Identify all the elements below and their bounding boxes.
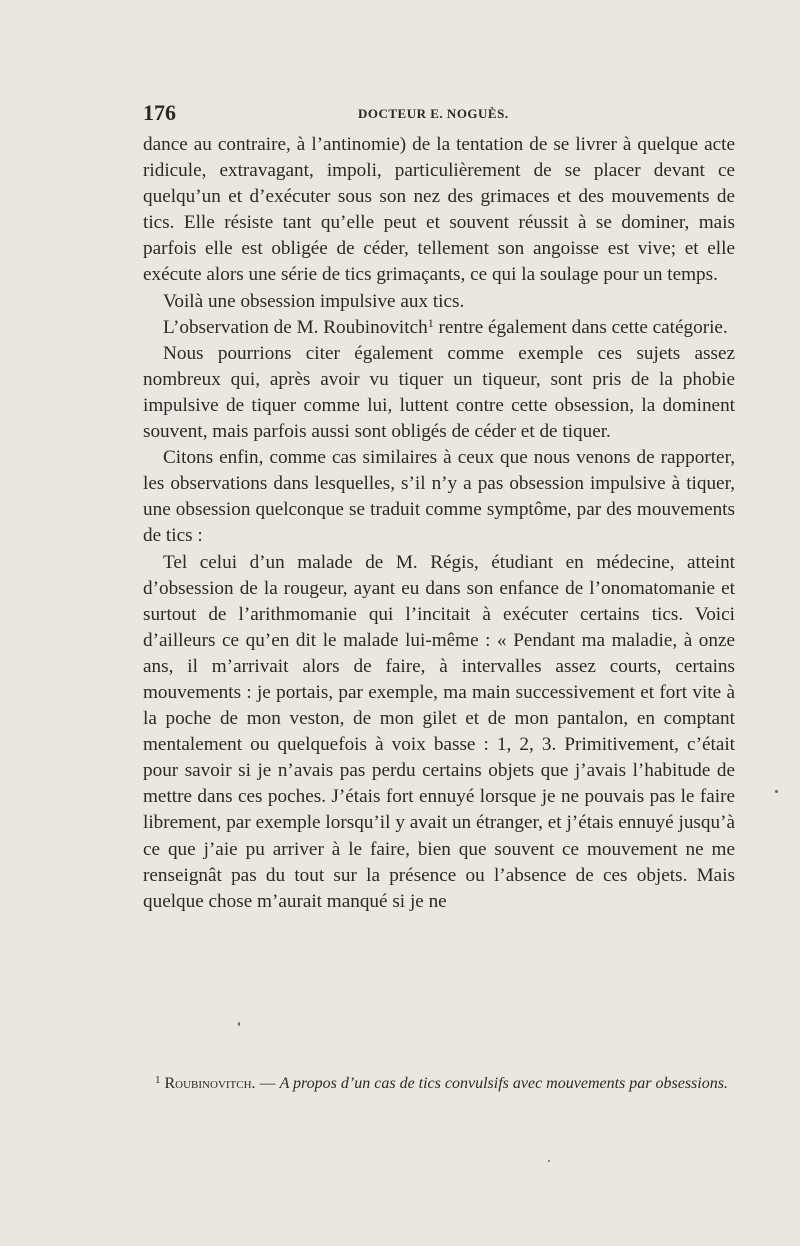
page-number: 176 [143, 100, 176, 125]
paragraph-1: dance au contraire, à l’antinomie) de la tentation de se livrer à quelque acte ridicule, extravagant, impoli, particulièrement de se placer devant ce quelqu’un et d’exécuter sous son nez des grimaces et des mouvements de tics. Elle résiste tant qu’elle peut et souvent réussit à se dominer, mais parfois elle est obligée de céder, tellement son angoisse est vive; et elle exécute alors une série de tics grimaçants, ce qui la soulage pour un temps. [143, 134, 735, 286]
paragraph-5: Citons enfin, comme cas similaires à ceux que nous venons de rapporter, les observations dans lesquelles, s’il n’y a pas obsession impulsive à tiquer, une obsession quelconque se traduit comme symptôme, par des mouvements de tics : [143, 447, 735, 547]
page-header [143, 100, 735, 130]
paper-speck [775, 790, 778, 793]
footnote-title: A propos d’un cas de tics convulsifs avec mouvements par obsessions. [279, 1075, 728, 1092]
paper-speck [238, 1022, 240, 1026]
footnote-mark: 1 [155, 1074, 161, 1086]
paragraph-3 [143, 315, 735, 341]
footnote [143, 1073, 735, 1095]
body-text [143, 132, 735, 915]
footnote-reference[interactable]: 1 [427, 315, 434, 330]
paragraph-3-end: rentre également dans cette catégorie. [433, 316, 728, 338]
footnote-dash: — [255, 1075, 280, 1092]
paper-speck [548, 1160, 550, 1162]
paragraph-6: Tel celui d’un malade de M. Régis, étudiant en médecine, atteint d’obsession de la rougeur, ayant eu dans son enfance de l’onomatomanie et surtout de l’arithmomanie qui l’incitait à exécuter certains tics. Voici d’ailleurs ce qu’en dit le malade lui-même : « Pendant ma maladie, à onze ans, il m’arrivait alors de faire, à intervalles assez courts, certains mouvements : je portais, par exemple, ma main successivement et fort vite à la poche de mon veston, de mon gilet et de mon pantalon, en comptant mentalement ou quelquefois à voix basse : 1, 2, 3. Primitivement, c’était pour savoir si je n’avais pas perdu certains objets que j’avais l’habitude de mettre dans ces poches. J’étais fort ennuyé lorsque je ne pouvais pas le faire librement, par exemple lorsqu’il y avait un étranger, et j’étais ennuyé jusqu’à ce que j’aie pu arriver à le faire, bien que souvent ce mouvement ne me renseignât pas du tout sur la présence ou l’absence de ces objets. Mais quelque chose m’aurait manqué si je ne [143, 551, 735, 912]
paragraph-3-start: L’observation de M. Roubinovitch [163, 316, 428, 338]
paragraph-2: Voilà une obsession impulsive aux tics. [163, 290, 465, 312]
footnote-author: Roubinovitch. [164, 1075, 256, 1092]
running-title: DOCTEUR E. NOGUÈS. [358, 106, 509, 121]
paragraph-4: Nous pourrions citer également comme exemple ces sujets assez nombreux qui, après avoir vu tiquer un tiqueur, sont pris de la phobie impulsive de tiquer comme lui, luttent contre cette obsession, la dominent souvent, mais parfois aussi sont obligés de céder et de tiquer. [143, 342, 735, 443]
